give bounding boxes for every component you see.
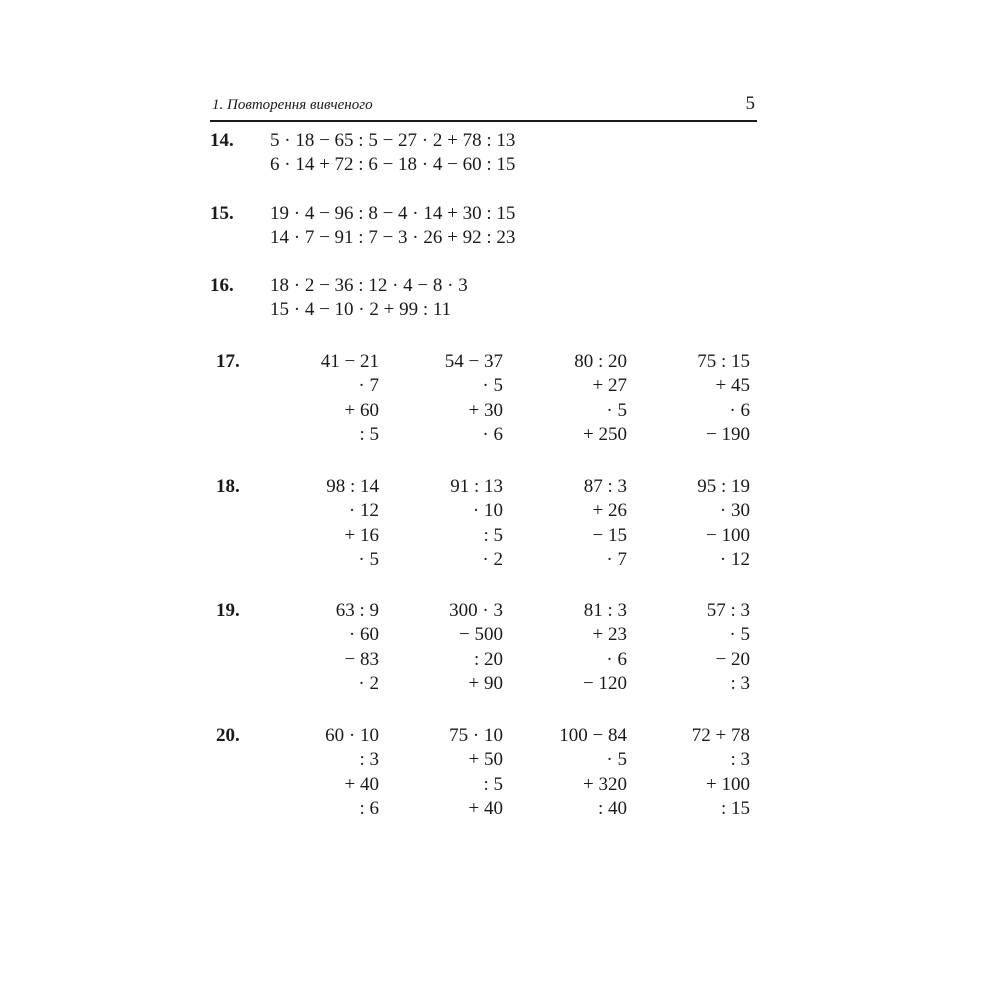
chain-step: 60 · 10: [325, 725, 379, 746]
chain-step: · 2: [358, 672, 379, 694]
chain-step: · 7: [358, 375, 379, 397]
chain-step: 63 : 9: [335, 600, 379, 621]
chain-step: · 7: [606, 548, 627, 570]
chain-step: · 6: [606, 648, 627, 670]
chain-step: + 50: [468, 749, 503, 771]
chain-step: · 12: [719, 548, 750, 570]
chain-step: · 5: [729, 624, 750, 646]
chain-step: · 12: [348, 500, 379, 522]
exercise-number: 19.: [216, 600, 240, 621]
chain-step: 57 : 3: [706, 600, 750, 621]
chain-step: · 5: [358, 548, 379, 570]
chain-step: − 100: [706, 524, 750, 546]
chain-step: 75 : 15: [697, 351, 750, 372]
chain-step: 300 · 3: [449, 600, 503, 621]
chain-step: + 30: [468, 399, 503, 421]
chain-step: + 23: [592, 624, 627, 646]
chain-step: 91 : 13: [450, 476, 503, 497]
chain-step: · 30: [719, 500, 750, 522]
chain-step: · 6: [729, 399, 750, 421]
chain-step: : 40: [597, 797, 627, 819]
chain-step: 41 − 21: [320, 351, 379, 372]
chain-step: · 2: [482, 548, 503, 570]
exercise-number: 16.: [210, 275, 234, 296]
exercise-number: 20.: [216, 725, 240, 746]
expression-line: 18 · 2 − 36 : 12 · 4 − 8 · 3: [270, 275, 468, 296]
exercise-number: 17.: [216, 351, 240, 372]
chain-step: : 5: [483, 524, 503, 546]
chain-step: : 6: [359, 797, 379, 819]
chain-step: 81 : 3: [583, 600, 627, 621]
expression-line: 14 · 7 − 91 : 7 − 3 · 26 + 92 : 23: [270, 227, 516, 248]
chain-step: : 20: [473, 648, 503, 670]
chain-step: + 45: [715, 375, 750, 397]
chain-step: : 15: [720, 797, 750, 819]
chain-step: : 5: [483, 773, 503, 795]
chain-step: + 90: [468, 672, 503, 694]
expression-line: 15 · 4 − 10 · 2 + 99 : 11: [270, 299, 452, 320]
chain-step: 98 : 14: [326, 476, 379, 497]
expression-line: 5 · 18 − 65 : 5 − 27 · 2 + 78 : 13: [270, 130, 516, 151]
chain-step: + 27: [592, 375, 627, 397]
chain-step: − 20: [715, 648, 750, 670]
chain-step: − 500: [459, 624, 503, 646]
chain-step: · 6: [482, 423, 503, 445]
chain-step: + 320: [583, 773, 627, 795]
chain-step: · 10: [472, 500, 503, 522]
chain-step: · 5: [482, 375, 503, 397]
chain-step: + 40: [344, 773, 379, 795]
chain-step: + 16: [344, 524, 379, 546]
chain-step: + 250: [583, 423, 627, 445]
chain-step: : 3: [359, 749, 379, 771]
chain-step: + 60: [344, 399, 379, 421]
exercise-number: 15.: [210, 203, 234, 224]
chain-step: − 120: [583, 672, 627, 694]
expression-line: 6 · 14 + 72 : 6 − 18 · 4 − 60 : 15: [270, 154, 516, 175]
chain-step: + 100: [706, 773, 750, 795]
chain-step: : 3: [730, 672, 750, 694]
chain-step: 87 : 3: [583, 476, 627, 497]
chain-step: : 5: [359, 423, 379, 445]
chain-step: · 60: [348, 624, 379, 646]
chain-step: − 190: [706, 423, 750, 445]
chain-step: − 15: [592, 524, 627, 546]
chain-step: · 5: [606, 399, 627, 421]
exercise-number: 18.: [216, 476, 240, 497]
chain-step: 54 − 37: [444, 351, 503, 372]
chain-step: − 83: [344, 648, 379, 670]
chain-step: 80 : 20: [574, 351, 627, 372]
chain-step: 72 + 78: [691, 725, 750, 746]
expression-line: 19 · 4 − 96 : 8 − 4 · 14 + 30 : 15: [270, 203, 516, 224]
chain-step: + 26: [592, 500, 627, 522]
chain-step: : 3: [730, 749, 750, 771]
chain-step: · 5: [606, 749, 627, 771]
page-header: [210, 92, 757, 122]
section-title: 1. Повторення вивченого: [212, 97, 373, 113]
chain-step: 100 − 84: [559, 725, 627, 746]
page-number: 5: [745, 93, 755, 114]
exercise-number: 14.: [210, 130, 234, 151]
chain-step: + 40: [468, 797, 503, 819]
chain-step: 95 : 19: [697, 476, 750, 497]
chain-step: 75 · 10: [449, 725, 503, 746]
